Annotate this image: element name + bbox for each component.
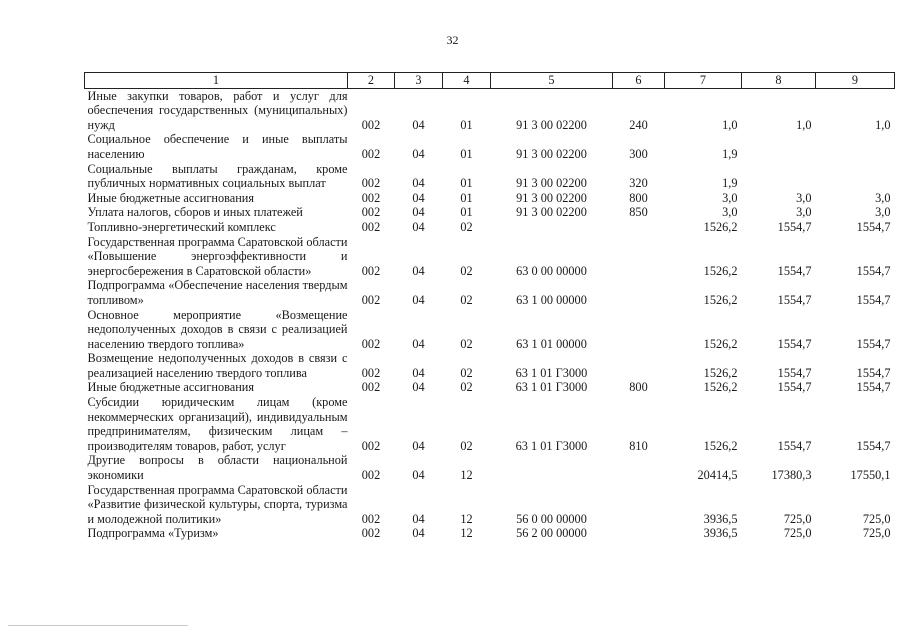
scan-artifact-line: [8, 625, 188, 626]
row-name: Иные закупки товаров, работ и услуг для обеспечения государственных (муниципальных) нужд: [87, 88, 348, 132]
column-header: 7: [665, 73, 742, 89]
cell-expense-type: 300: [629, 146, 648, 161]
cell-expense-type: 240: [629, 117, 648, 132]
cell-section: 04: [412, 190, 425, 205]
table-row: [85, 308, 895, 352]
column-header: 9: [816, 73, 895, 89]
table-row: [85, 380, 895, 395]
cell-ministry: 002: [361, 117, 381, 132]
cell-ministry: 002: [361, 263, 381, 278]
cell-expense-type: [613, 483, 665, 527]
cell-section: 04: [412, 511, 425, 526]
cell-amount-col8: 725,0: [783, 511, 812, 526]
table-row: [85, 395, 895, 453]
table-row: [85, 205, 895, 220]
cell-target-article: 91 3 00 02200: [516, 205, 587, 220]
cell-subsection: 02: [460, 365, 473, 380]
budget-table: [84, 72, 895, 541]
cell-target-article: 56 2 00 00000: [516, 526, 587, 541]
cell-target-article: 91 3 00 02200: [516, 176, 587, 191]
column-header-row: [85, 73, 895, 89]
cell-ministry: 002: [361, 365, 381, 380]
cell-amount-col8: 17380,3: [771, 468, 812, 483]
cell-ministry: 002: [361, 190, 381, 205]
cell-target-article: 63 1 01 Г3000: [515, 438, 588, 453]
cell-amount-col8: 1554,7: [777, 263, 812, 278]
cell-amount-col7: 20414,5: [697, 468, 738, 483]
cell-amount-col8: [742, 132, 816, 161]
row-name: Иные бюджетные ассигнования: [87, 190, 255, 205]
cell-subsection: 02: [460, 263, 473, 278]
cell-section: 04: [412, 176, 425, 191]
table-row: [85, 526, 895, 541]
cell-ministry: 002: [361, 336, 381, 351]
cell-amount-col9: 725,0: [862, 526, 891, 541]
cell-subsection: 02: [460, 336, 473, 351]
cell-expense-type: [613, 220, 665, 235]
cell-ministry: 002: [361, 176, 381, 191]
cell-amount-col8: 1554,7: [777, 292, 812, 307]
cell-subsection: 01: [460, 176, 473, 191]
cell-ministry: 002: [361, 511, 381, 526]
table-row: [85, 483, 895, 527]
cell-amount-col8: 1554,7: [777, 380, 812, 395]
cell-amount-col9: 1,0: [875, 117, 891, 132]
table-row: [85, 351, 895, 380]
cell-expense-type: [613, 526, 665, 541]
cell-amount-col9: 1554,7: [856, 365, 891, 380]
cell-ministry: 002: [361, 438, 381, 453]
cell-expense-type: 810: [629, 438, 648, 453]
row-name: Государственная программа Саратовской области «Развитие физической культуры, спорта, туризма и молодежной политики»: [87, 482, 348, 526]
row-name: Другие вопросы в области национальной экономики: [87, 453, 348, 483]
table-row: [85, 132, 895, 161]
cell-section: 04: [412, 263, 425, 278]
cell-amount-col8: 725,0: [783, 526, 812, 541]
column-header: 6: [613, 73, 665, 89]
column-header: 1: [85, 73, 348, 89]
cell-amount-col8: 1554,7: [777, 336, 812, 351]
table-row: [85, 191, 895, 206]
cell-amount-col9: [816, 132, 895, 161]
table-row: [85, 235, 895, 279]
row-name: Подпрограмма «Обеспечение населения твердым топливом»: [87, 278, 348, 307]
cell-target-article: 63 0 00 00000: [516, 263, 587, 278]
cell-section: 04: [412, 117, 425, 132]
cell-target-article: 63 1 00 00000: [516, 292, 587, 307]
cell-target-article: 91 3 00 02200: [516, 117, 587, 132]
row-name: Уплата налогов, сборов и иных платежей: [87, 205, 303, 220]
column-header: 5: [491, 73, 613, 89]
cell-expense-type: 800: [629, 190, 648, 205]
cell-ministry: 002: [361, 380, 381, 395]
cell-expense-type: [613, 453, 665, 482]
cell-expense-type: [613, 351, 665, 380]
cell-ministry: 002: [361, 205, 381, 220]
cell-amount-col9: 1554,7: [856, 263, 891, 278]
cell-amount-col9: 1554,7: [856, 380, 891, 395]
cell-amount-col9: 3,0: [875, 205, 891, 220]
table-row: [85, 220, 895, 235]
table-row: [85, 162, 895, 191]
cell-expense-type: [613, 235, 665, 279]
cell-ministry: 002: [361, 219, 381, 234]
cell-ministry: 002: [361, 526, 381, 541]
page-number: 32: [446, 33, 459, 47]
cell-section: 04: [412, 365, 425, 380]
cell-amount-col7: 3,0: [722, 205, 738, 220]
cell-amount-col7: 1526,2: [703, 292, 738, 307]
cell-amount-col9: 1554,7: [856, 438, 891, 453]
cell-amount-col8: 1,0: [796, 117, 812, 132]
row-name: Топливно-энергетический комплекс: [87, 219, 276, 234]
row-name: Государственная программа Саратовской области «Повышение энергоэффективности и энергосбережения в Саратовской области»: [87, 234, 348, 278]
cell-amount-col9: 1554,7: [856, 336, 891, 351]
cell-amount-col8: 3,0: [796, 205, 812, 220]
column-header: 4: [443, 73, 491, 89]
cell-subsection: 02: [460, 219, 473, 234]
cell-subsection: 12: [460, 511, 473, 526]
row-name: Подпрограмма «Туризм»: [87, 526, 219, 541]
cell-target-article: 63 1 01 00000: [516, 336, 587, 351]
cell-amount-col8: 1554,7: [777, 365, 812, 380]
cell-section: 04: [412, 526, 425, 541]
cell-amount-col7: 1526,2: [703, 336, 738, 351]
cell-amount-col7: 1,9: [722, 176, 738, 191]
cell-amount-col7: 3936,5: [703, 511, 738, 526]
cell-section: 04: [412, 205, 425, 220]
cell-section: 04: [412, 219, 425, 234]
table-row: [85, 453, 895, 482]
cell-section: 04: [412, 380, 425, 395]
cell-expense-type: 800: [629, 380, 648, 395]
cell-amount-col9: 1554,7: [856, 292, 891, 307]
cell-amount-col8: 1554,7: [777, 438, 812, 453]
cell-amount-col9: 3,0: [875, 190, 891, 205]
cell-target-article: [491, 220, 613, 235]
cell-amount-col7: 1526,2: [703, 438, 738, 453]
row-name: Субсидии юридическим лицам (кроме некоммерческих организаций), индивидуальным предпринимателям, физическим лицам – производителям товаров, работ, услуг: [87, 395, 348, 453]
cell-amount-col8: [742, 162, 816, 191]
cell-subsection: 02: [460, 292, 473, 307]
cell-subsection: 01: [460, 205, 473, 220]
cell-subsection: 02: [460, 438, 473, 453]
cell-target-article: 91 3 00 02200: [516, 190, 587, 205]
cell-target-article: 91 3 00 02200: [516, 146, 587, 161]
cell-amount-col9: [816, 162, 895, 191]
cell-amount-col9: 17550,1: [850, 468, 891, 483]
cell-amount-col8: 3,0: [796, 190, 812, 205]
cell-target-article: [491, 453, 613, 482]
row-name: Социальное обеспечение и иные выплаты населению: [87, 132, 348, 161]
cell-amount-col9: 1554,7: [856, 219, 891, 234]
cell-expense-type: [613, 308, 665, 352]
column-header: 3: [395, 73, 443, 89]
row-name: Социальные выплаты гражданам, кроме публичных нормативных социальных выплат: [87, 161, 348, 191]
table-row: [85, 88, 895, 132]
cell-amount-col7: 1526,2: [703, 365, 738, 380]
cell-ministry: 002: [361, 146, 381, 161]
cell-section: 04: [412, 292, 425, 307]
cell-section: 04: [412, 146, 425, 161]
cell-subsection: 02: [460, 380, 473, 395]
cell-target-article: 56 0 00 00000: [516, 511, 587, 526]
row-name: Иные бюджетные ассигнования: [87, 380, 255, 395]
cell-amount-col7: 1526,2: [703, 380, 738, 395]
cell-section: 04: [412, 468, 425, 483]
cell-target-article: 63 1 01 Г3000: [515, 365, 588, 380]
cell-expense-type: 320: [629, 176, 648, 191]
row-name: Основное мероприятие «Возмещение недополученных доходов в связи с реализацией населению твердого топлива»: [87, 307, 348, 351]
row-name: Возмещение недополученных доходов в связи с реализацией населению твердого топлива: [87, 351, 348, 380]
cell-ministry: 002: [361, 468, 381, 483]
column-header: 2: [348, 73, 395, 89]
cell-expense-type: [613, 278, 665, 307]
column-header: 8: [742, 73, 816, 89]
cell-target-article: 63 1 01 Г3000: [515, 380, 588, 395]
cell-subsection: 12: [460, 526, 473, 541]
cell-amount-col7: 1,0: [722, 117, 738, 132]
cell-subsection: 01: [460, 117, 473, 132]
cell-expense-type: 850: [629, 205, 648, 220]
cell-amount-col7: 1526,2: [703, 219, 738, 234]
cell-section: 04: [412, 336, 425, 351]
table-row: [85, 278, 895, 307]
cell-subsection: 01: [460, 190, 473, 205]
cell-ministry: 002: [361, 292, 381, 307]
cell-amount-col9: 725,0: [862, 511, 891, 526]
cell-amount-col7: 3936,5: [703, 526, 738, 541]
cell-section: 04: [412, 438, 425, 453]
cell-subsection: 12: [460, 468, 473, 483]
cell-amount-col7: 1,9: [722, 146, 738, 161]
cell-subsection: 01: [460, 146, 473, 161]
cell-amount-col7: 3,0: [722, 190, 738, 205]
cell-amount-col7: 1526,2: [703, 263, 738, 278]
cell-amount-col8: 1554,7: [777, 219, 812, 234]
